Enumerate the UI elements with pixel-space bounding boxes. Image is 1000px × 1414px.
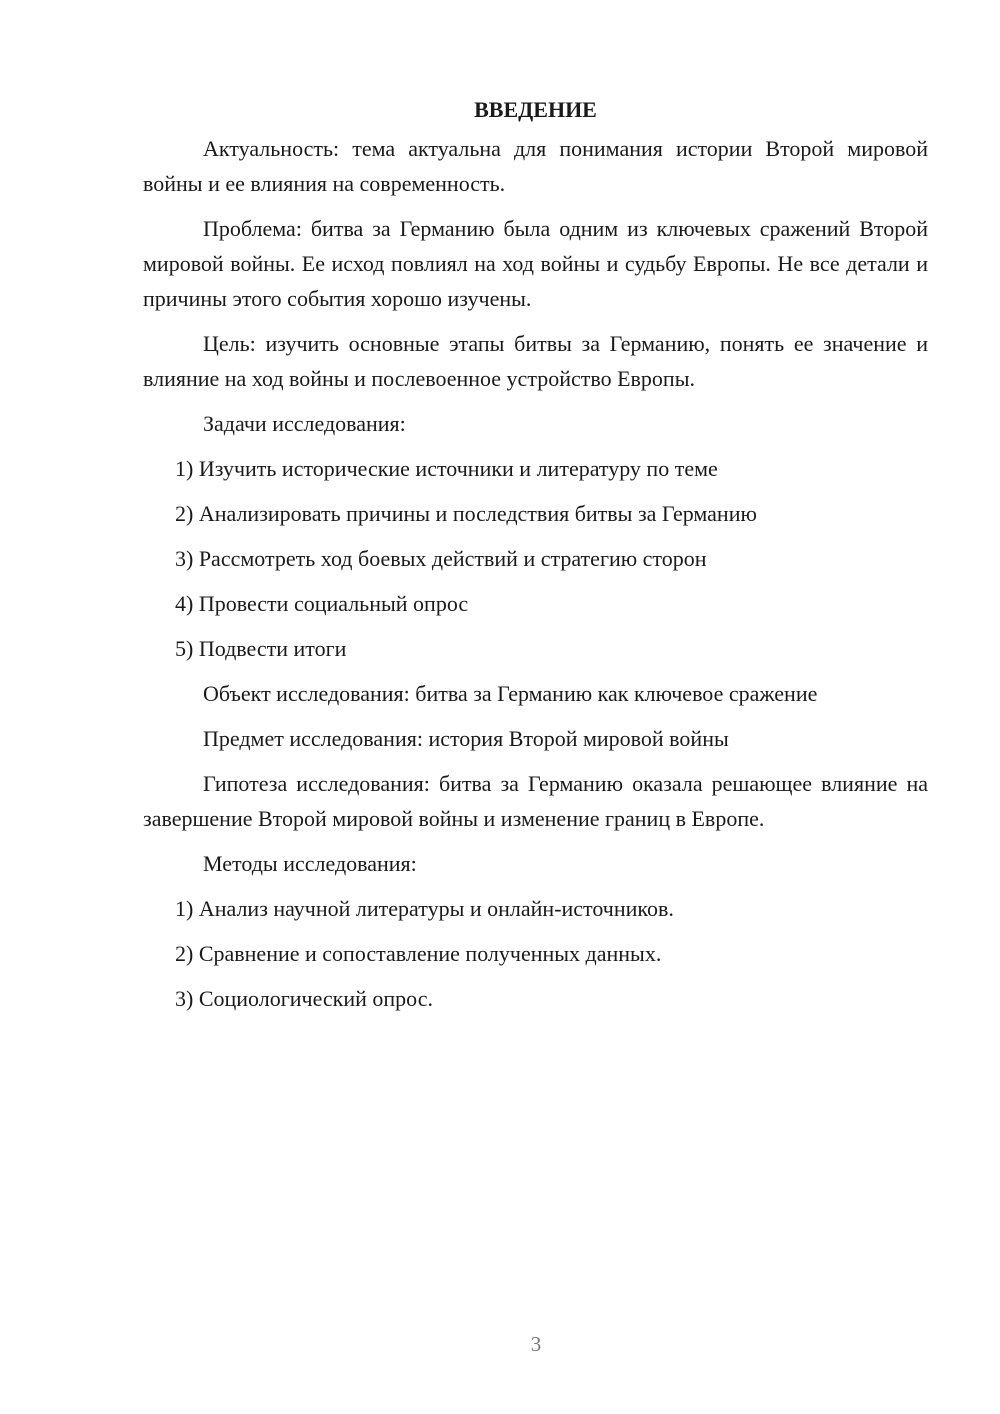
problem-paragraph: Проблема: битва за Германию была одним из ключевых сражений Второй мировой войны. Ее исход повлиял на ход войны и судьбу Европы. Не все детали и причины этого события хорошо изучены. xyxy=(143,216,928,311)
list-item: 2) Анализировать причины и последствия битвы за Германию xyxy=(175,501,757,526)
object-line: Объект исследования: битва за Германию как ключевое сражение xyxy=(203,681,818,706)
tasks-list xyxy=(143,451,928,666)
list-item: 2) Сравнение и сопоставление полученных данных. xyxy=(175,941,662,966)
list-item: 4) Провести социальный опрос xyxy=(175,591,469,616)
tasks-heading: Задачи исследования: xyxy=(203,411,406,436)
relevance-paragraph: Актуальность: тема актуальна для понимания истории Второй мировой войны и ее влияния на современность. xyxy=(143,136,928,196)
methods-list xyxy=(143,891,928,1016)
list-item: 3) Рассмотреть ход боевых действий и стратегию сторон xyxy=(175,546,707,571)
page-title: ВВЕДЕНИЕ xyxy=(474,97,597,122)
subject-line: Предмет исследования: история Второй мировой войны xyxy=(203,726,729,751)
page-number: 3 xyxy=(530,1332,542,1356)
goal-paragraph: Цель: изучить основные этапы битвы за Германию, понять ее значение и влияние на ход войны и послевоенное устройство Европы. xyxy=(143,331,928,391)
list-item: 1) Изучить исторические источники и литературу по теме xyxy=(175,456,718,481)
methods-heading: Методы исследования: xyxy=(203,851,417,876)
document-page xyxy=(143,92,928,1026)
list-item: 5) Подвести итоги xyxy=(175,636,347,661)
list-item: 3) Социологический опрос. xyxy=(175,986,433,1011)
list-item: 1) Анализ научной литературы и онлайн-источников. xyxy=(175,896,674,921)
hypothesis-paragraph: Гипотеза исследования: битва за Германию оказала решающее влияние на завершение Второй мировой войны и изменение границ в Европе. xyxy=(143,771,928,831)
